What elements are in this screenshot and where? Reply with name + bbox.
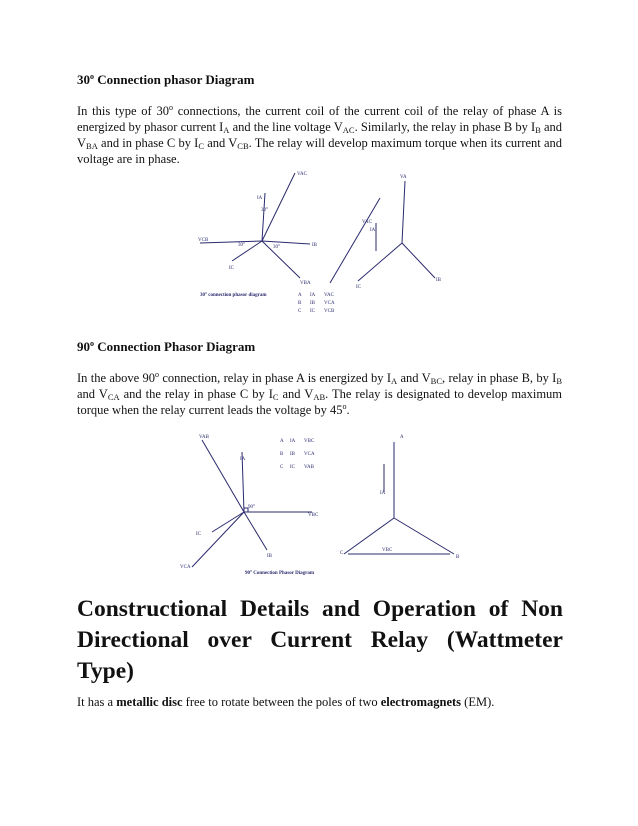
heading-90-connection: 90$^o$ Connection Phasor Diagram bbox=[77, 339, 256, 354]
label-va: VA bbox=[400, 175, 407, 180]
label-ib: IB bbox=[312, 243, 317, 248]
phasor-diagram-90 bbox=[172, 430, 472, 580]
table30-r3c2: IC bbox=[310, 309, 315, 314]
label-ic2: IC bbox=[356, 285, 361, 290]
label-vca: VCA bbox=[180, 565, 191, 570]
table90-r1c2: IA bbox=[290, 439, 296, 444]
b-phasor bbox=[394, 518, 454, 554]
table90-r1c3: VBC bbox=[304, 439, 315, 444]
label-vba: VBA bbox=[300, 281, 311, 286]
vcb-phasor bbox=[200, 241, 262, 243]
label-ib2: IB bbox=[436, 278, 441, 283]
vac2-phasor bbox=[330, 198, 380, 283]
ib-phasor-90 bbox=[244, 512, 267, 550]
ib2-phasor bbox=[402, 243, 435, 278]
vab-phasor bbox=[202, 440, 244, 512]
label-90deg: 90° bbox=[248, 505, 255, 510]
label-b: B bbox=[456, 555, 460, 560]
table30-r2c1: B bbox=[298, 301, 302, 306]
table90-r2c1: B bbox=[280, 452, 284, 457]
label-c: C bbox=[340, 551, 344, 556]
table90-r2c2: IB bbox=[290, 452, 295, 457]
ia-phasor bbox=[262, 193, 265, 241]
phasor-diagram-30 bbox=[180, 163, 470, 320]
table90-r3c1: C bbox=[280, 465, 284, 470]
ic-phasor bbox=[232, 241, 262, 261]
caption-90: 90° Connection Phasor Diagram bbox=[245, 571, 314, 576]
label-vbc2: VBC bbox=[382, 548, 393, 553]
table30-r1c2: IA bbox=[310, 293, 316, 298]
label-ib-90: IB bbox=[267, 554, 272, 559]
label-vab: VAB bbox=[199, 435, 209, 440]
label-ic-90: IC bbox=[196, 532, 201, 537]
paragraph-metallic-disc: It has a metallic disc free to rotate between the poles of two electromagnets (EM). bbox=[77, 695, 495, 709]
ib-phasor bbox=[262, 241, 310, 244]
label-30-left: 30° bbox=[238, 243, 245, 248]
heading-constructional-details: Constructional Details and Operation of Non Directional over Current Relay (Wattmeter Type) bbox=[77, 596, 563, 684]
label-ia-90: IA bbox=[240, 457, 246, 462]
table90-r3c2: IC bbox=[290, 465, 295, 470]
label-vac: VAC bbox=[297, 172, 307, 177]
label-ia2: IA bbox=[370, 228, 376, 233]
vac-phasor bbox=[262, 173, 295, 241]
table30-r1c3: VAC bbox=[324, 293, 334, 298]
label-30-right: 30° bbox=[273, 245, 280, 250]
paragraph-90-connection: In the above 90$^o$ connection, relay in phase A is energized by $I_A$ and $V_{BC}$, relay in phase B, by $I_B$ and $V_{CA}$ and the relay in phase C by $I_C$ and $V_{AB}$. The relay is designated to develop maximum torque when the relay current leads the voltage by 45$^o$. bbox=[77, 370, 563, 417]
vca-phasor bbox=[192, 512, 244, 567]
label-ic: IC bbox=[229, 266, 234, 271]
label-vcb: VCB bbox=[198, 238, 209, 243]
heading-30-connection: 30$^o$ Connection phasor Diagram bbox=[77, 72, 255, 87]
paragraph-30-connection: In this type of 30$^o$ connections, the current coil of the current coil of the relay of phase A is energized by phasor current $I_A$ and the line voltage $V_{AC}$. Similarly, the relay in phase B by $I_B$ and $V_{BA}$ and in phase C by $I_C$ and $V_{CB}$. The relay will develop maximum torque when its current and voltage are in phase. bbox=[77, 103, 563, 166]
label-30-top: 30° bbox=[261, 208, 268, 213]
caption-30: 30° connection phasor diagram bbox=[200, 293, 267, 298]
table30-r2c2: IB bbox=[310, 301, 315, 306]
label-ia: IA bbox=[257, 196, 263, 201]
table90-r1c1: A bbox=[280, 439, 284, 444]
va-phasor bbox=[402, 181, 405, 243]
table30-r2c3: VCA bbox=[324, 301, 335, 306]
vba-phasor bbox=[262, 241, 300, 278]
table90-r2c3: VCA bbox=[304, 452, 315, 457]
ic2-phasor bbox=[358, 243, 402, 281]
label-ia2-90: IA bbox=[380, 491, 386, 496]
table30-r3c1: C bbox=[298, 309, 302, 314]
label-vbc: VBC bbox=[308, 513, 319, 518]
label-vac2: VAC bbox=[362, 220, 372, 225]
table30-r3c3: VCB bbox=[324, 309, 335, 314]
table30-r1c1: A bbox=[298, 293, 302, 298]
table90-r3c3: VAB bbox=[304, 465, 314, 470]
label-a: A bbox=[400, 435, 404, 440]
